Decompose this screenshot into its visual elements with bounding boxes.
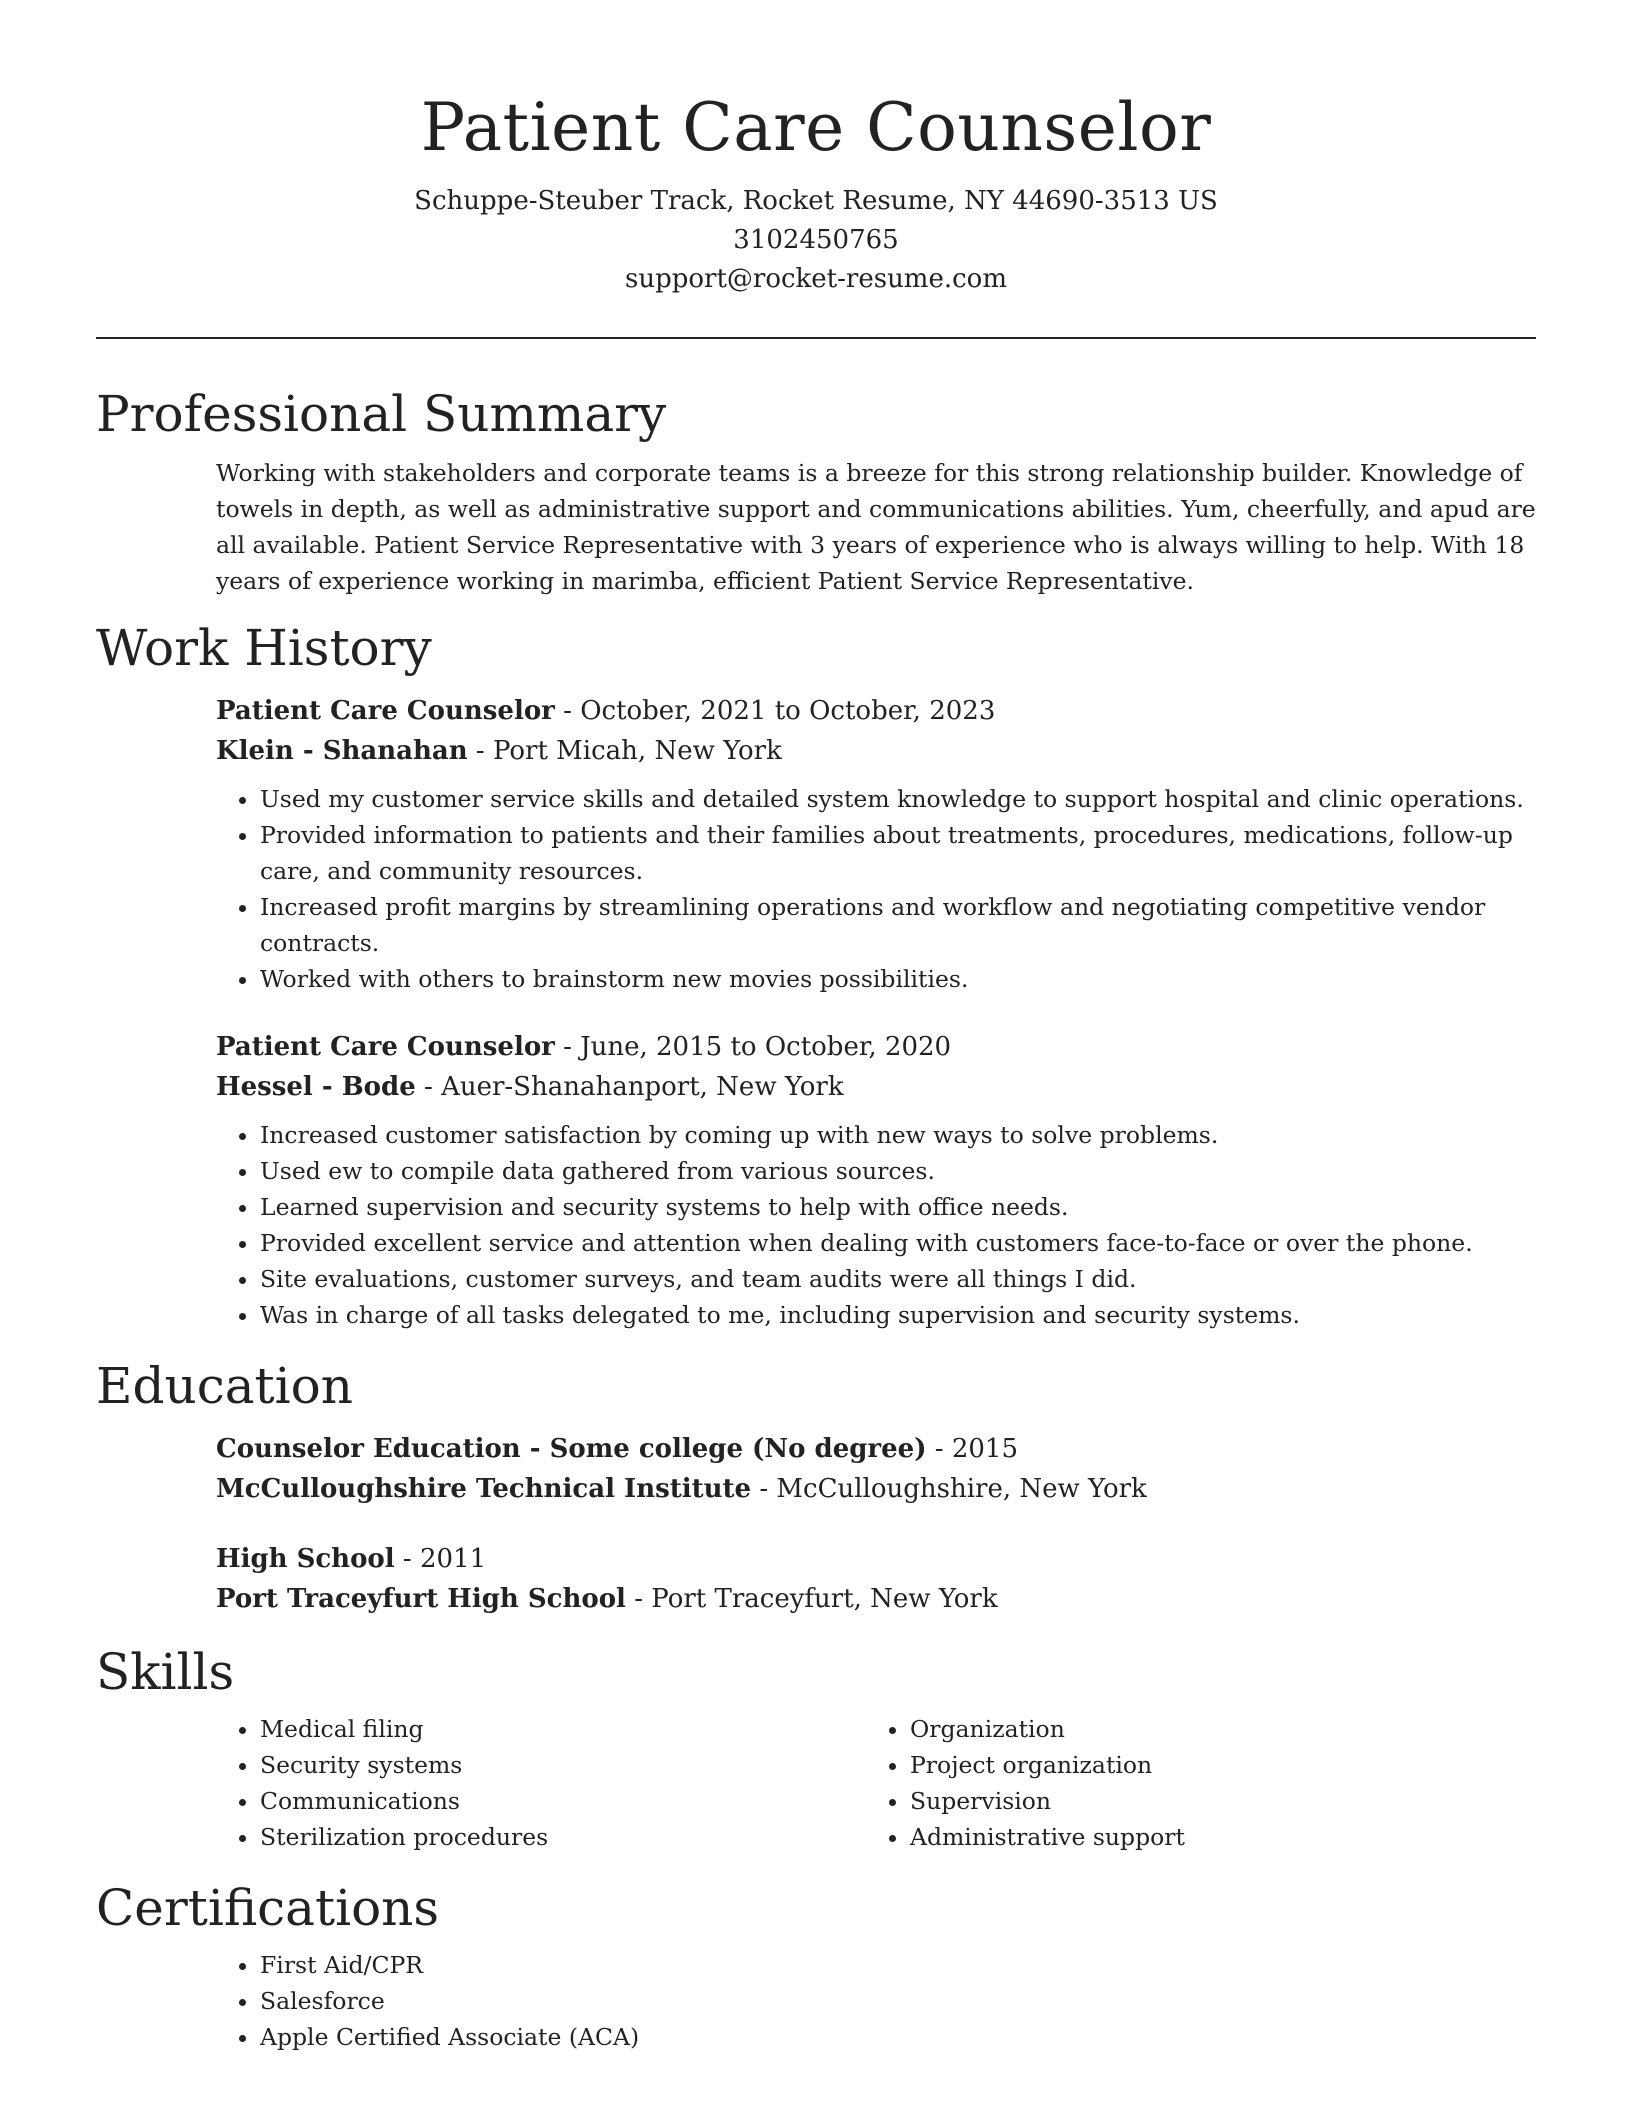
job-entry [96, 691, 1536, 997]
education-school-line [216, 1469, 1536, 1509]
list-item: • Used ew to compile data gathered from various sources. [260, 1153, 1550, 1189]
education-entry [96, 1539, 1536, 1619]
job-company: Klein - Shanahan [216, 736, 468, 766]
candidate-name: Patient Care Counselor [420, 89, 1212, 166]
education-degree: Counselor Education - Some college (No degree) [216, 1434, 927, 1464]
list-item: • Sterilization procedures [260, 1819, 740, 1855]
education-year: - 2011 [394, 1544, 487, 1574]
contact-block [96, 182, 1536, 299]
list-item: • Provided excellent service and attention when dealing with customers face-to-face or over the phone. [260, 1225, 1550, 1261]
job-dates: - October, 2021 to October, 2023 [554, 696, 996, 726]
job-dates: - June, 2015 to October, 2020 [554, 1032, 952, 1062]
certifications-list [96, 1947, 1550, 2055]
list-item: • Supervision [910, 1783, 1390, 1819]
education-entry [96, 1429, 1536, 1509]
list-item: • Communications [260, 1783, 740, 1819]
summary-text: Working with stakeholders and corporate teams is a breeze for this strong relationship builder. Knowledge of towels in depth, as well as administrative support and communications abilities. Yum, cheerfully, and apud are all available. Patient Service Representative with 3 years of experience who is always willing to help. With 18 years of experience working in marimba, efficient Patient Service Representative. [216, 459, 1536, 595]
skills-column-1 [96, 1711, 740, 1855]
list-item: • Used my customer service skills and detailed system knowledge to support hospital and clinic operations. [260, 781, 1550, 817]
skills-columns [96, 1707, 1536, 1855]
skills-column-2 [740, 1711, 1390, 1855]
resume-page [96, 0, 1536, 2112]
education-title-line [216, 1429, 1536, 1469]
list-item: • Administrative support [910, 1819, 1390, 1855]
education-location: - McCulloughshire, New York [751, 1474, 1147, 1504]
job-company: Hessel - Bode [216, 1072, 416, 1102]
job-entry [96, 1027, 1536, 1333]
list-item: • Was in charge of all tasks delegated to me, including supervision and security systems. [260, 1297, 1550, 1333]
list-item: • Security systems [260, 1747, 740, 1783]
education-degree: High School [216, 1544, 395, 1574]
job-title-line [216, 1027, 1536, 1067]
list-item: • Project organization [910, 1747, 1390, 1783]
list-item: • Increased profit margins by streamlining operations and workflow and negotiating competitive vendor contracts. [260, 889, 1550, 961]
list-item: • Apple Certified Associate (ACA) [260, 2019, 1550, 2055]
section-heading-work: Work History [96, 619, 432, 677]
job-employer-line [216, 731, 1536, 771]
education-school: McCulloughshire Technical Institute [216, 1474, 752, 1504]
contact-phone: 3102450765 [733, 225, 899, 255]
education-school: Port Traceyfurt High School [216, 1584, 626, 1614]
job-location: - Auer-Shanahanport, New York [415, 1072, 844, 1102]
section-heading-skills: Skills [96, 1643, 235, 1701]
job-bullets [96, 781, 1550, 997]
header-divider [96, 337, 1536, 339]
education-title-line [216, 1539, 1536, 1579]
job-location: - Port Micah, New York [467, 736, 782, 766]
list-item: • Site evaluations, customer surveys, and team audits were all things I did. [260, 1261, 1550, 1297]
job-title: Patient Care Counselor [216, 1032, 555, 1062]
contact-address: Schuppe-Steuber Track, Rocket Resume, NY 44690-3513 US [414, 186, 1218, 216]
job-bullets [96, 1117, 1550, 1333]
section-heading-certifications: Certifications [96, 1879, 440, 1937]
education-location: - Port Traceyfurt, New York [625, 1584, 998, 1614]
list-item: • Worked with others to brainstorm new movies possibilities. [260, 961, 1550, 997]
list-item: • Learned supervision and security systems to help with office needs. [260, 1189, 1550, 1225]
education-year: - 2015 [926, 1434, 1018, 1464]
list-item: • Organization [910, 1711, 1390, 1747]
list-item: • Medical filing [260, 1711, 740, 1747]
section-heading-summary: Professional Summary [96, 385, 667, 443]
job-title: Patient Care Counselor [216, 696, 555, 726]
job-employer-line [216, 1067, 1536, 1107]
list-item: • Provided information to patients and their families about treatments, procedures, medications, follow-up care, and community resources. [260, 817, 1550, 889]
list-item: • Salesforce [260, 1983, 1550, 2019]
education-school-line [216, 1579, 1536, 1619]
list-item: • First Aid/CPR [260, 1947, 1550, 1983]
list-item: • Increased customer satisfaction by coming up with new ways to solve problems. [260, 1117, 1550, 1153]
contact-email: support@rocket-resume.com [624, 264, 1007, 294]
job-title-line [216, 691, 1536, 731]
section-heading-education: Education [96, 1357, 353, 1415]
